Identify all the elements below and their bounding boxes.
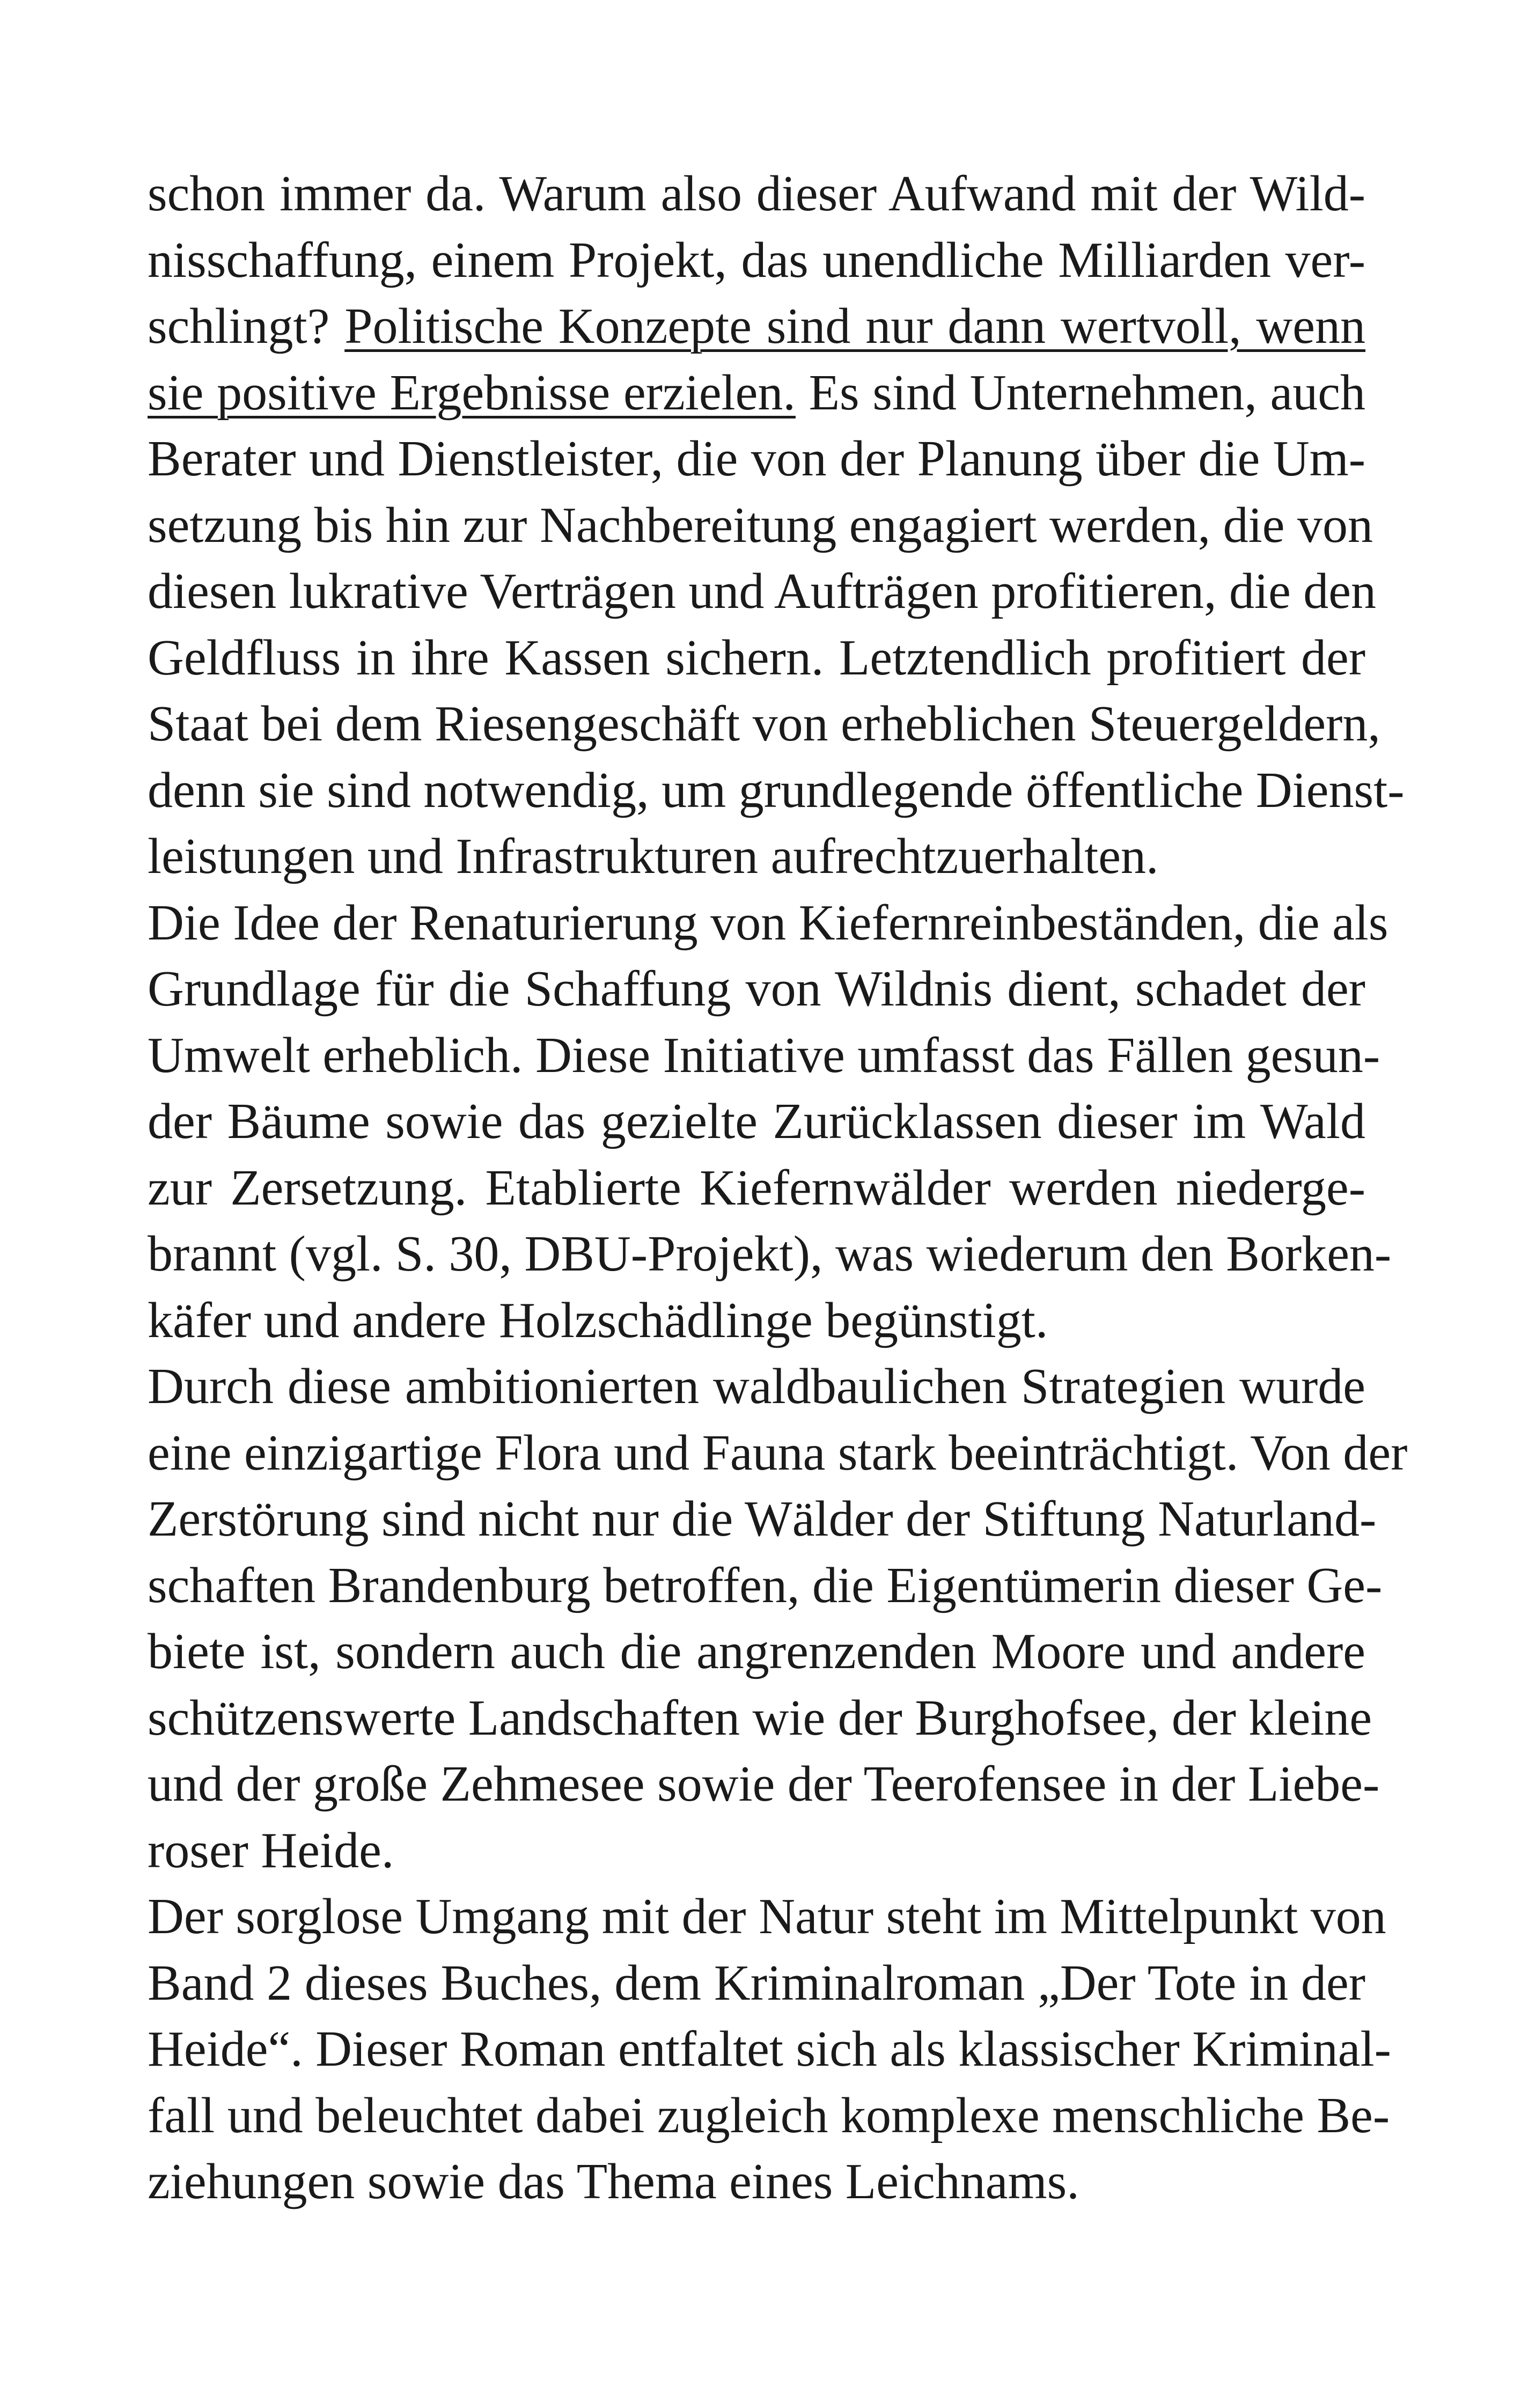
text-line bbox=[148, 1619, 1365, 1685]
text-line bbox=[148, 1553, 1383, 1619]
text-line bbox=[148, 1950, 1365, 2017]
text-run: käfer und andere Holzschädlinge begünstigt. bbox=[148, 1292, 1048, 1348]
text-run: diesen lukrative Verträgen und Aufträgen profitieren, die den bbox=[148, 563, 1377, 619]
text-run: schlingt? bbox=[148, 298, 345, 354]
text-line bbox=[148, 1089, 1365, 1155]
paragraph bbox=[148, 1884, 1391, 2215]
text-line bbox=[148, 161, 1365, 227]
text-run: Berater und Dienstleister, die von der Planung über die Um- bbox=[148, 431, 1365, 487]
text-run: Durch diese ambitionierten waldbaulichen Strategien wurde bbox=[148, 1359, 1365, 1414]
text-line bbox=[148, 956, 1365, 1023]
text-run: roser Heide. bbox=[148, 1822, 394, 1878]
text-run: und der große Zehmesee sowie der Teerofensee in der Liebe- bbox=[148, 1756, 1380, 1812]
text-line bbox=[148, 426, 1365, 493]
text-line bbox=[148, 1155, 1365, 1222]
text-line bbox=[148, 559, 1377, 625]
text-line bbox=[148, 824, 1365, 890]
text-run: setzung bis hin zur Nachbereitung engagiert werden, die von bbox=[148, 497, 1373, 553]
underlined-text: sie positive Ergebnisse erzielen. bbox=[148, 364, 796, 421]
text-run: Heide“. Dieser Roman entfaltet sich als klassischer Kriminal- bbox=[148, 2021, 1391, 2077]
text-line bbox=[148, 2149, 1365, 2215]
text-run: Die Idee der Renaturierung von Kiefernreinbeständen, die als bbox=[148, 894, 1388, 951]
text-line bbox=[148, 227, 1365, 294]
text-line bbox=[148, 2016, 1391, 2083]
text-line bbox=[148, 1354, 1365, 1420]
book-page-body bbox=[148, 161, 1408, 2215]
text-line bbox=[148, 1420, 1408, 1487]
text-run: Grundlage für die Schaffung von Wildnis dient, schadet der bbox=[148, 961, 1365, 1017]
text-run: Zerstörung sind nicht nur die Wälder der Stiftung Naturland- bbox=[148, 1491, 1377, 1547]
text-run: biete ist, sondern auch die angrenzenden Moore und andere bbox=[148, 1624, 1365, 1679]
text-run: leistungen und Infrastrukturen aufrechtzuerhalten. bbox=[148, 828, 1159, 884]
text-run: Staat bei dem Riesengeschäft von erheblichen Steuergeldern, bbox=[148, 696, 1380, 752]
text-run: eine einzigartige Flora und Fauna stark beeinträchtigt. Von der bbox=[148, 1425, 1408, 1481]
text-run: ziehungen sowie das Thema eines Leichnams. bbox=[148, 2154, 1079, 2209]
text-run: nisschaffung, einem Projekt, das unendliche Milliarden ver- bbox=[148, 232, 1365, 288]
text-line bbox=[148, 360, 1365, 427]
text-line bbox=[148, 1221, 1392, 1288]
text-line bbox=[148, 1288, 1365, 1354]
text-line bbox=[148, 1884, 1386, 1950]
text-run: brannt (vgl. S. 30, DBU-Projekt), was wiederum den Borken- bbox=[148, 1226, 1392, 1282]
text-run: Band 2 dieses Buches, dem Kriminalroman „Der Tote in der bbox=[148, 1955, 1365, 2011]
text-run: schon immer da. Warum also dieser Aufwand mit der Wild- bbox=[148, 166, 1365, 222]
text-run: zur Zersetzung. Etablierte Kiefernwälder werden niederge- bbox=[148, 1159, 1365, 1216]
text-line bbox=[148, 1486, 1377, 1553]
text-line bbox=[148, 493, 1373, 559]
text-line bbox=[148, 2083, 1390, 2149]
paragraph bbox=[148, 1354, 1408, 1884]
text-line bbox=[148, 625, 1365, 692]
text-run: Umwelt erheblich. Diese Initiative umfasst das Fällen gesun- bbox=[148, 1027, 1380, 1083]
text-line bbox=[148, 1023, 1380, 1089]
text-line bbox=[148, 758, 1405, 824]
paragraph bbox=[148, 890, 1392, 1354]
text-run: der Bäume sowie das gezielte Zurücklassen dieser im Wald bbox=[148, 1093, 1365, 1149]
text-run: schützenswerte Landschaften wie der Burghofsee, der kleine bbox=[148, 1690, 1372, 1746]
text-line bbox=[148, 1751, 1380, 1818]
text-run: fall und beleuchtet dabei zugleich komplexe menschliche Be- bbox=[148, 2087, 1390, 2143]
text-run: Es sind Unternehmen, auch bbox=[795, 364, 1365, 421]
text-line bbox=[148, 293, 1365, 360]
text-line bbox=[148, 890, 1388, 957]
text-line bbox=[148, 691, 1380, 758]
text-run: Der sorglose Umgang mit der Natur steht im Mittelpunkt von bbox=[148, 1889, 1386, 1944]
text-run: schaften Brandenburg betroffen, die Eigentümerin dieser Ge- bbox=[148, 1557, 1383, 1613]
paragraph bbox=[148, 161, 1405, 890]
text-line bbox=[148, 1685, 1372, 1752]
text-line bbox=[148, 1818, 1365, 1884]
text-run: Geldfluss in ihre Kassen sichern. Letztendlich profitiert der bbox=[148, 629, 1365, 686]
text-run: denn sie sind notwendig, um grundlegende öffentliche Dienst- bbox=[148, 762, 1405, 818]
underlined-text: Politische Konzepte sind nur dann wertvoll, wenn bbox=[344, 298, 1365, 354]
